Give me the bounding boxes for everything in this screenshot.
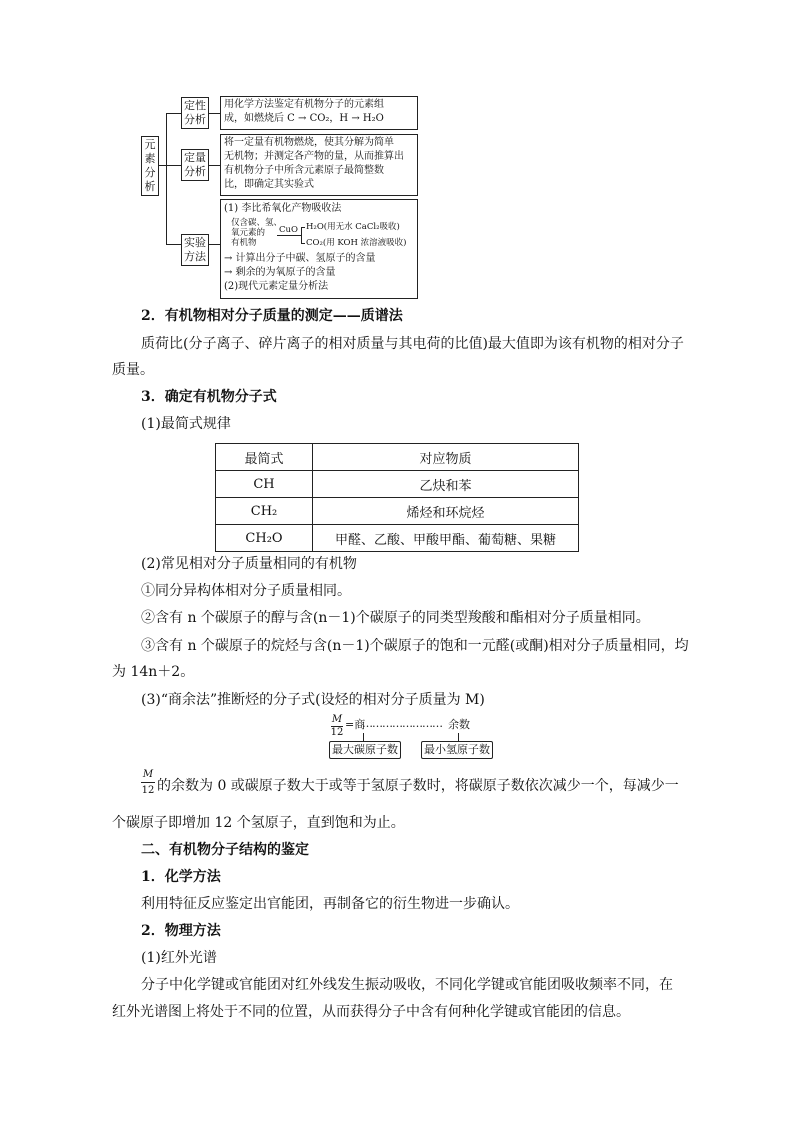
list-item: ②含有 n 个碳原子的醇与含(n－1)个碳原子的同类型羧酸和酯相对分子质量相同。 xyxy=(141,610,650,626)
connector xyxy=(166,244,181,245)
branch-label-text: 定量 xyxy=(184,151,206,164)
arrow-line xyxy=(301,227,302,243)
table-row xyxy=(216,498,579,525)
fraction-bar xyxy=(141,782,155,783)
connector xyxy=(458,733,459,741)
remainder-label: 余数 xyxy=(448,718,470,731)
content-line: → 计算出分子中碳、氢原子的含量 xyxy=(224,253,376,264)
paragraph-line: 分子中化学键或官能团对红外线发生振动吸收，不同化学键或官能团吸收频率不同，在 xyxy=(141,977,673,993)
quotient-label: =商 xyxy=(345,718,366,731)
connector xyxy=(208,165,220,166)
min-hydrogen-label: 最小氢原子数 xyxy=(424,743,490,756)
section-heading: 二、有机物分子结构的鉴定 xyxy=(141,842,309,858)
table-row xyxy=(216,471,579,498)
section-heading: 1．化学方法 xyxy=(141,869,221,885)
branch-content-experiment xyxy=(220,199,418,299)
content-line: (2)现代元素定量分析法 xyxy=(224,281,329,292)
connector xyxy=(166,113,181,114)
subsection-heading: (3)“商余法”推断烃的分子式(设烃的相对分子质量为 M) xyxy=(141,692,485,708)
connector xyxy=(166,113,167,244)
table-cell: 烯烃和环烷烃 xyxy=(313,498,579,525)
list-item: 为 14n＋2。 xyxy=(112,664,195,680)
min-hydrogen-box xyxy=(421,741,493,759)
table-cell: CH xyxy=(216,471,313,498)
fraction-numerator: M xyxy=(142,769,154,780)
section-heading: 2．有机物相对分子质量的测定——质谱法 xyxy=(141,308,403,324)
subsection-heading: (1)最简式规律 xyxy=(141,416,231,432)
branch-label-experiment xyxy=(181,234,209,266)
liebig-reactant: 仅含碳、氢、 xyxy=(231,218,283,228)
connector xyxy=(208,113,220,114)
paragraph-line: 个碳原子即增加 12 个氢原子，直到饱和为止。 xyxy=(112,815,405,831)
branch-label-text: 实验 xyxy=(184,236,206,249)
diagram-root-box xyxy=(141,136,159,196)
table-cell: 乙炔和苯 xyxy=(313,471,579,498)
branch-label-quantitative xyxy=(181,149,209,181)
section-heading: 2．物理方法 xyxy=(141,923,221,939)
content-line: 用化学方法鉴定有机物分子的元素组 xyxy=(224,99,384,110)
simplest-formula-table xyxy=(215,443,579,552)
liebig-reactant: 氧元素的 xyxy=(231,228,266,238)
dotted-leader: …………………… xyxy=(362,717,442,730)
root-char: 元 xyxy=(144,138,156,151)
arrow-line xyxy=(301,243,305,244)
connector xyxy=(208,244,220,245)
root-char: 素 xyxy=(144,152,156,165)
liebig-reactant: 有机物 xyxy=(231,238,257,248)
table-cell: CH₂O xyxy=(216,525,313,552)
content-line: 有机物分子中所含元素原子最简整数 xyxy=(224,165,384,176)
table-row xyxy=(216,525,579,552)
arrow-line xyxy=(301,227,305,228)
subsection-heading: (1)红外光谱 xyxy=(141,950,217,966)
liebig-product: CO₂(用 KOH 浓溶液吸收) xyxy=(306,238,407,248)
max-carbon-box xyxy=(329,741,401,759)
root-char: 析 xyxy=(144,180,156,193)
paragraph-line: 的余数为 0 或碳原子数大于或等于氢原子数时，将碳原子数依次减少一个，每减少一 xyxy=(157,778,679,794)
connector xyxy=(363,733,364,741)
arrow-line xyxy=(277,235,301,236)
liebig-product: H₂O(用无水 CaCl₂吸收) xyxy=(306,222,400,232)
table-cell: CH₂ xyxy=(216,498,313,525)
root-char: 分 xyxy=(144,166,156,179)
fraction-numerator: M xyxy=(331,714,343,725)
table-header-row xyxy=(216,444,579,471)
paragraph-line: 质荷比(分子离子、碎片离子的相对质量与其电荷的比值)最大值即为该有机物的相对分子 xyxy=(141,336,684,352)
branch-label-text: 定性 xyxy=(184,99,206,112)
content-line: (1) 李比希氧化产物吸收法 xyxy=(224,203,342,214)
liebig-catalyst: CuO xyxy=(279,225,298,235)
section-heading: 3．确定有机物分子式 xyxy=(141,389,277,405)
list-item: ①同分异构体相对分子质量相同。 xyxy=(141,583,351,599)
branch-label-text: 分析 xyxy=(184,113,206,126)
table-cell: 甲醛、乙酸、甲酸甲酯、葡萄糖、果糖 xyxy=(313,525,579,552)
branch-label-text: 方法 xyxy=(184,250,206,263)
max-carbon-label: 最大碳原子数 xyxy=(332,743,398,756)
content-line: 成，如燃烧后 C → CO₂，H → H₂O xyxy=(224,113,384,124)
table-header-cell: 最简式 xyxy=(216,444,313,471)
fraction-denominator: 12 xyxy=(330,727,344,738)
content-line: 将一定量有机物燃烧，使其分解为简单 xyxy=(224,137,394,148)
content-line: 比，即确定其实验式 xyxy=(224,179,314,190)
fraction-denominator: 12 xyxy=(141,785,155,796)
list-item: ③含有 n 个碳原子的烷烃与含(n－1)个碳原子的饱和一元醛(或酮)相对分子质量相同，均 xyxy=(141,638,689,654)
branch-label-text: 分析 xyxy=(184,165,206,178)
branch-content-quantitative xyxy=(220,134,418,196)
branch-label-qualitative xyxy=(181,97,209,129)
paragraph-line: 红外光谱图上将处于不同的位置，从而获得分子中含有何种化学键或官能团的信息。 xyxy=(112,1004,630,1020)
subsection-heading: (2)常见相对分子质量相同的有机物 xyxy=(141,556,357,572)
content-line: 无机物；并测定各产物的量，从而推算出 xyxy=(224,151,404,162)
paragraph-line: 质量。 xyxy=(112,362,154,378)
connector xyxy=(158,165,166,166)
table-header-cell: 对应物质 xyxy=(313,444,579,471)
branch-content-qualitative xyxy=(220,96,418,130)
content-line: → 剩余的为氧原子的含量 xyxy=(224,267,336,278)
paragraph-line: 利用特征反应鉴定出官能团，再制备它的衍生物进一步确认。 xyxy=(141,896,519,912)
connector xyxy=(166,165,181,166)
